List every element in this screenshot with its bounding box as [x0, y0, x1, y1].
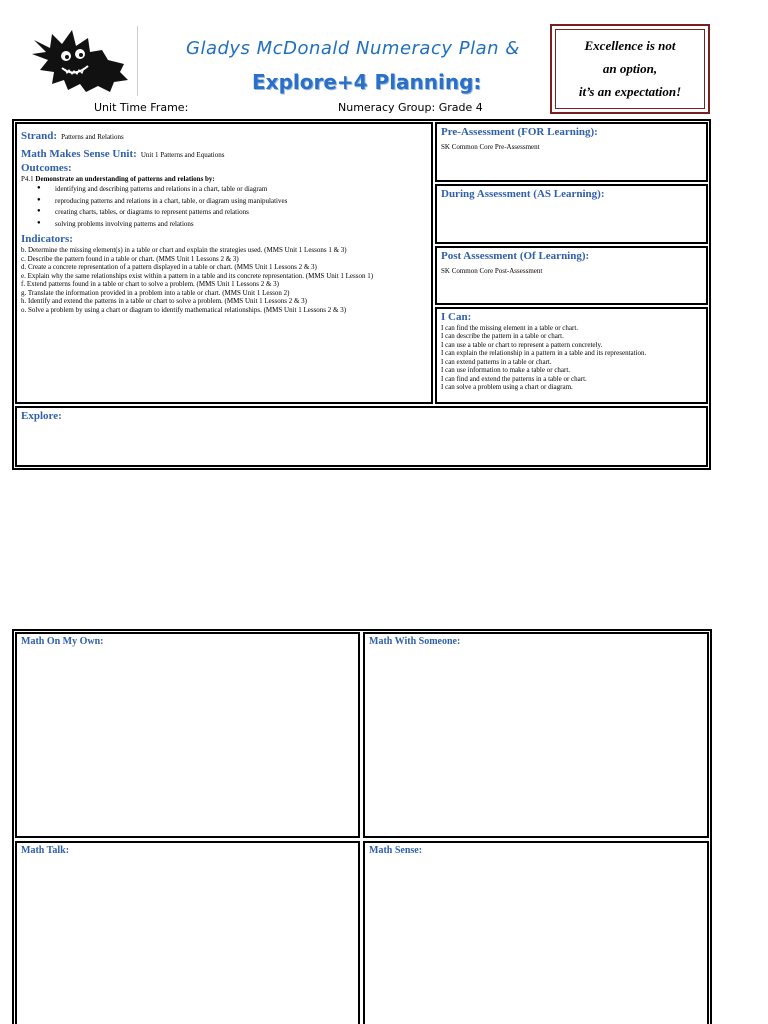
list-item: g. Translate the information provided in a problem into a table or chart. (MMS Unit 1 Lesson 2) [21, 288, 290, 297]
math-on-my-own-label: Math On My Own: [21, 636, 104, 647]
list-item: I can solve a problem using a chart or diagram. [441, 383, 573, 392]
unit-value: Unit 1 Patterns and Equations [140, 151, 225, 159]
i-can-box [435, 307, 708, 404]
outcomes-box [15, 122, 433, 404]
post-assessment-value: SK Common Core Post-Assessment [441, 266, 543, 275]
outcome-code: P4.1 [21, 174, 34, 183]
outcome-text: Demonstrate an understanding of patterns and relations by: [35, 174, 215, 183]
wolf-mascot-icon [28, 26, 136, 96]
explore-box [15, 406, 708, 467]
planning-title: Explore+4 Planning: [252, 70, 482, 94]
list-item: c. Describe the pattern found in a table or chart. (MMS Unit 1 Lessons 2 & 3) [21, 254, 239, 263]
math-sense-box [363, 841, 709, 1024]
explore-label: Explore: [21, 410, 62, 422]
list-item: f. Extend patterns found in a table or chart to solve a problem. (MMS Unit 1 Lessons 2 & 3) [21, 280, 279, 289]
post-assessment-box [435, 246, 708, 305]
pre-assessment-label: Pre-Assessment (FOR Learning): [441, 126, 598, 138]
list-item: e. Explain why the same relationships exist within a pattern in a table and its concrete representation. (MMS Unit 1 Lesson 1) [21, 271, 374, 280]
list-item: I can use information to make a table or chart. [441, 366, 571, 375]
math-with-someone-box [363, 632, 709, 838]
math-on-my-own-box [15, 632, 360, 838]
numeracy-group: Numeracy Group: Grade 4 [338, 101, 483, 114]
list-item: d. Create a concrete representation of a pattern displayed in a table or chart. (MMS Unit 1 Lessons 2 & 3) [21, 263, 317, 272]
list-item: ● solving problems involving patterns and relations [37, 219, 427, 231]
outcome-bullets [37, 184, 427, 230]
post-assessment-label: Post Assessment (Of Learning): [441, 250, 590, 262]
list-item: ● creating charts, tables, or diagrams to represent patterns and relations [37, 207, 427, 219]
unit-label: Math Makes Sense Unit: [21, 148, 137, 160]
list-item: I can extend patterns in a table or chart. [441, 357, 552, 366]
list-item: o. Solve a problem by using a chart or diagram to identify mathematical relationships. (MMS Unit 1 Lessons 2 & 3) [21, 305, 347, 314]
during-assessment-box [435, 184, 708, 244]
pre-assessment-box [435, 122, 708, 182]
list-item: I can use a table or chart to represent a pattern concretely. [441, 340, 603, 349]
list-item: I can find and extend the patterns in a table or chart. [441, 374, 587, 383]
math-talk-label: Math Talk: [21, 845, 70, 856]
pre-assessment-value: SK Common Core Pre-Assessment [441, 142, 540, 151]
indicator-list [21, 246, 427, 314]
list-item: ● reproducing patterns and relations in a chart, table, or diagram using manipulatives [37, 196, 427, 208]
motto-line: Excellence is not [584, 37, 676, 53]
list-item: b. Determine the missing element(s) in a table or chart and explain the strategies used. (MMS Unit 1 Lessons 1 & 3) [21, 246, 347, 254]
during-assessment-label: During Assessment (AS Learning): [441, 188, 605, 200]
list-item: ● identifying and describing patterns and relations in a chart, table or diagram [37, 184, 427, 196]
list-item: I can find the missing element in a table or chart. [441, 323, 579, 332]
math-sense-label: Math Sense: [369, 845, 423, 856]
outcomes-label: Outcomes: [21, 162, 72, 174]
list-item: I can explain the relationship in a pattern in a table and its representation. [441, 349, 647, 358]
list-item: h. Identify and extend the patterns in a table or chart to solve a problem. (MMS Unit 1 Lessons 2 & 3) [21, 297, 307, 306]
indicators-label: Indicators: [21, 233, 73, 246]
list-item: I can describe the pattern in a table or chart. [441, 332, 564, 341]
motto-line: an option, [602, 60, 658, 76]
motto-line: it’s an expectation! [578, 84, 682, 100]
motto-box [550, 24, 710, 114]
math-with-someone-label: Math With Someone: [369, 636, 461, 647]
strand-value: Patterns and Relations [61, 133, 124, 141]
school-logo [28, 26, 138, 96]
math-talk-box [15, 841, 360, 1024]
i-can-label: I Can: [441, 311, 472, 323]
unit-time-frame: Unit Time Frame: [94, 101, 189, 114]
plan-title: Gladys McDonald Numeracy Plan & [186, 38, 520, 59]
strand-label: Strand: [21, 130, 58, 142]
